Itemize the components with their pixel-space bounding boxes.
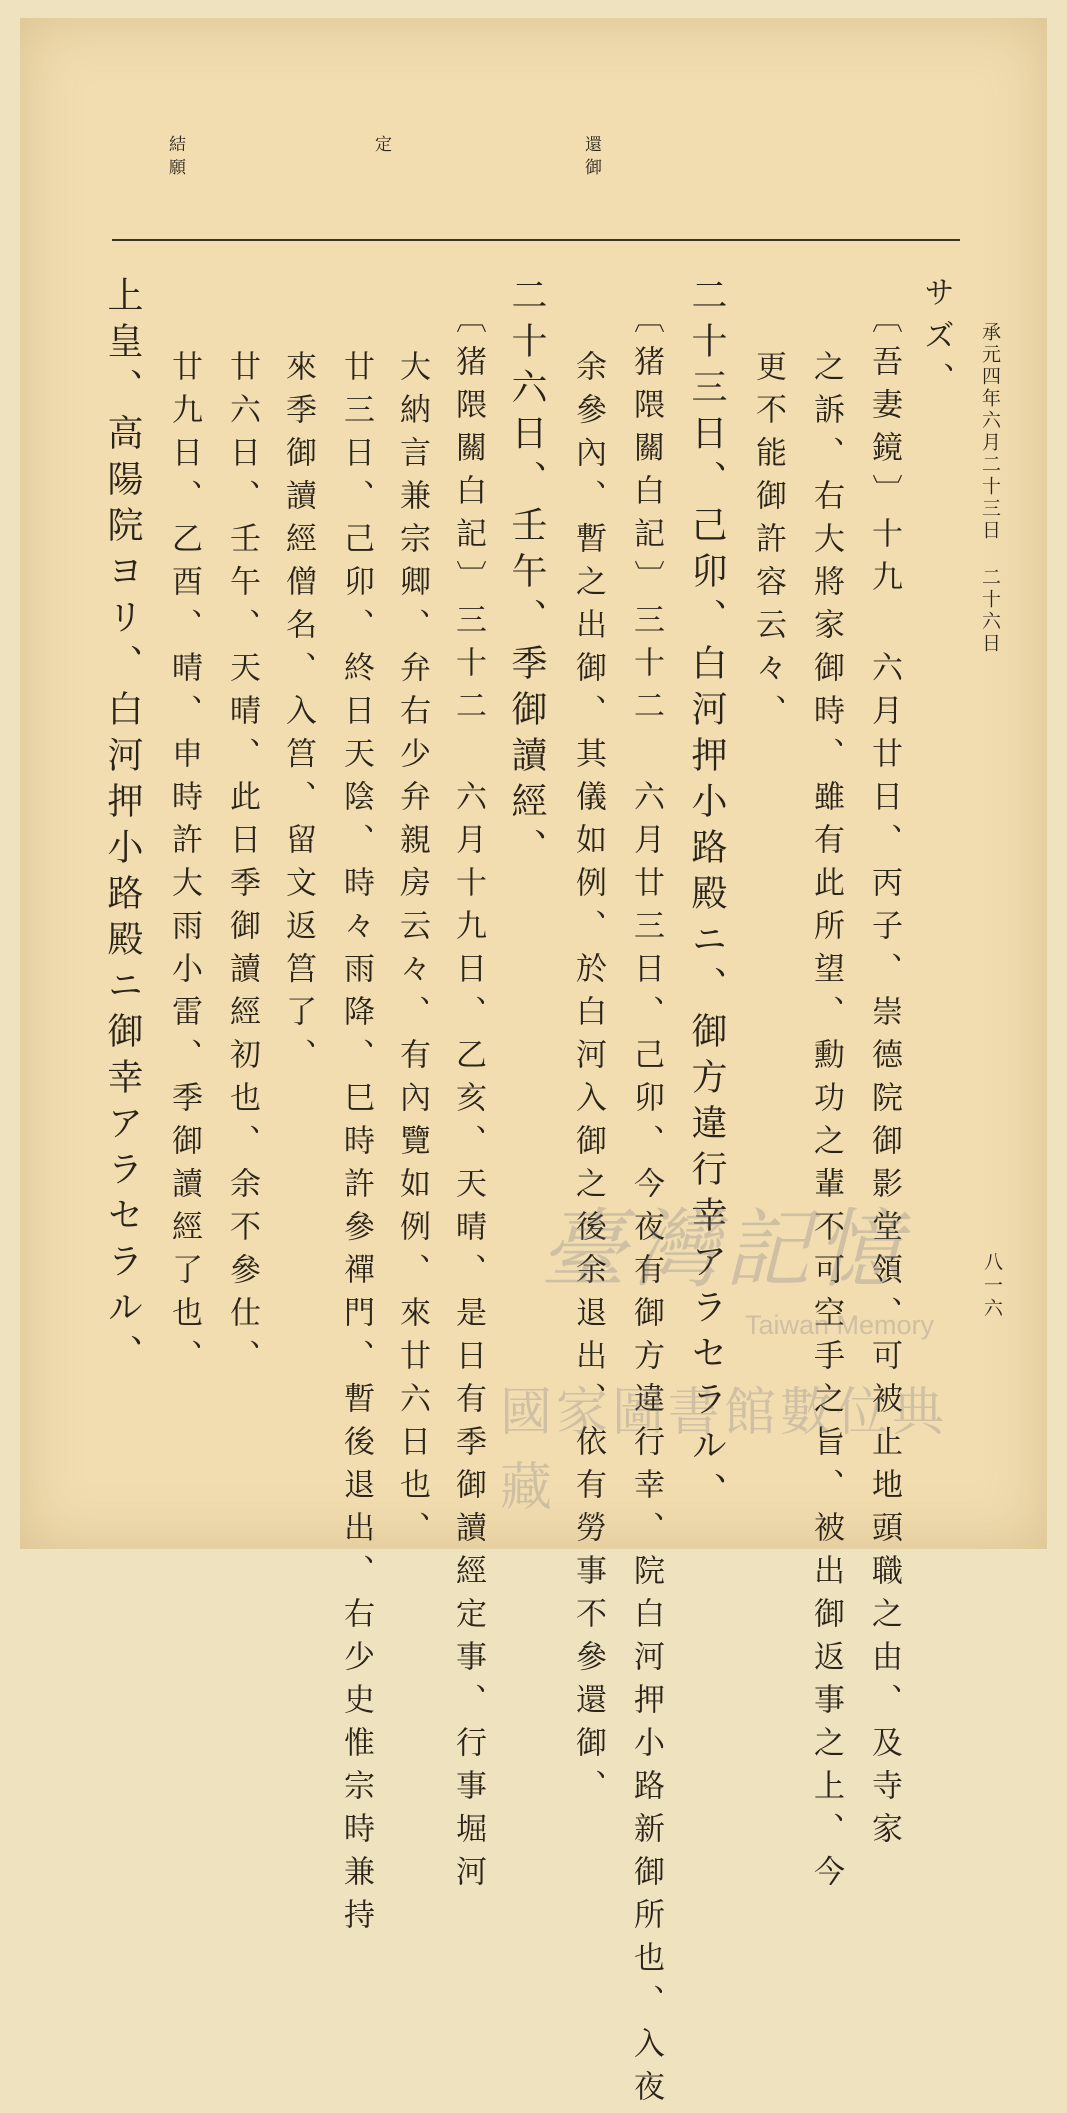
watermark	[500, 1180, 980, 1518]
text-line-12: 來季御讀經僧名、入筥、留文返筥了、	[280, 350, 316, 1081]
text-line-13: 廿六日、壬午、天晴、此日季御讀經初也、余不參仕、	[224, 350, 260, 1382]
header-rule	[112, 239, 960, 241]
running-header: 承元四年六月二十三日 二十六日	[979, 322, 1001, 655]
text-line-5: 二十三日、己卯、白河押小路殿ニ、御方違行幸アラセラル、	[686, 276, 727, 1518]
side-note-kechigan: 結願	[165, 135, 185, 181]
side-note-kangyo: 還御	[581, 135, 601, 181]
text-line-9: 〔猪隈關白記〕三十二 六月十九日、乙亥、天晴、是日有季御讀經定事、行事堀河	[450, 302, 486, 1898]
text-line-11: 廿三日、己卯、終日天陰、時々雨降、巳時許參禪門、暫後退出、右少史惟宗時兼持	[338, 350, 374, 1941]
watermark-brand: 臺灣記憶	[540, 1200, 908, 1300]
text-line-4: 更不能御許容云々、	[750, 350, 786, 737]
side-note-sadame: 定	[371, 135, 391, 158]
text-line-6: 〔猪隈關白記〕三十二 六月廿三日、己卯、今夜有御方違行幸、院白河押小路新御所也、入夜	[628, 302, 664, 2113]
text-line-3: 之訴、右大將家御時、雖有此所望、勳功之輩不可空手之旨、被出御返事之上、今	[808, 350, 844, 1898]
text-line-15: 上皇、高陽院ヨリ、白河押小路殿ニ御幸アラセラル、	[102, 276, 143, 1380]
text-line-8: 二十六日、壬午、季御讀經、	[506, 276, 547, 874]
text-line-2: 〔吾妻鏡〕十九 六月廿日、丙子、崇德院御影堂領、可被止地頭職之由、及寺家	[866, 302, 902, 1855]
watermark-subtitle: Taiwan Memory	[745, 1310, 935, 1340]
watermark-org: 國家圖書館數位典藏	[500, 1383, 949, 1518]
text-line-7: 余參內、暫之出御、其儀如例、於白河入御之後余退出、依有勞事不參還御、	[570, 350, 606, 1812]
text-line-14: 廿九日、乙酉、晴、申時許大雨小雷、季御讀經了也、	[166, 350, 202, 1382]
text-line-10: 大納言兼宗卿、弁右少弁親房云々、有內覽如例、來廿六日也、	[394, 350, 430, 1554]
text-line-1: サズ、	[918, 276, 954, 405]
page-number: 八一六	[981, 1252, 1003, 1321]
